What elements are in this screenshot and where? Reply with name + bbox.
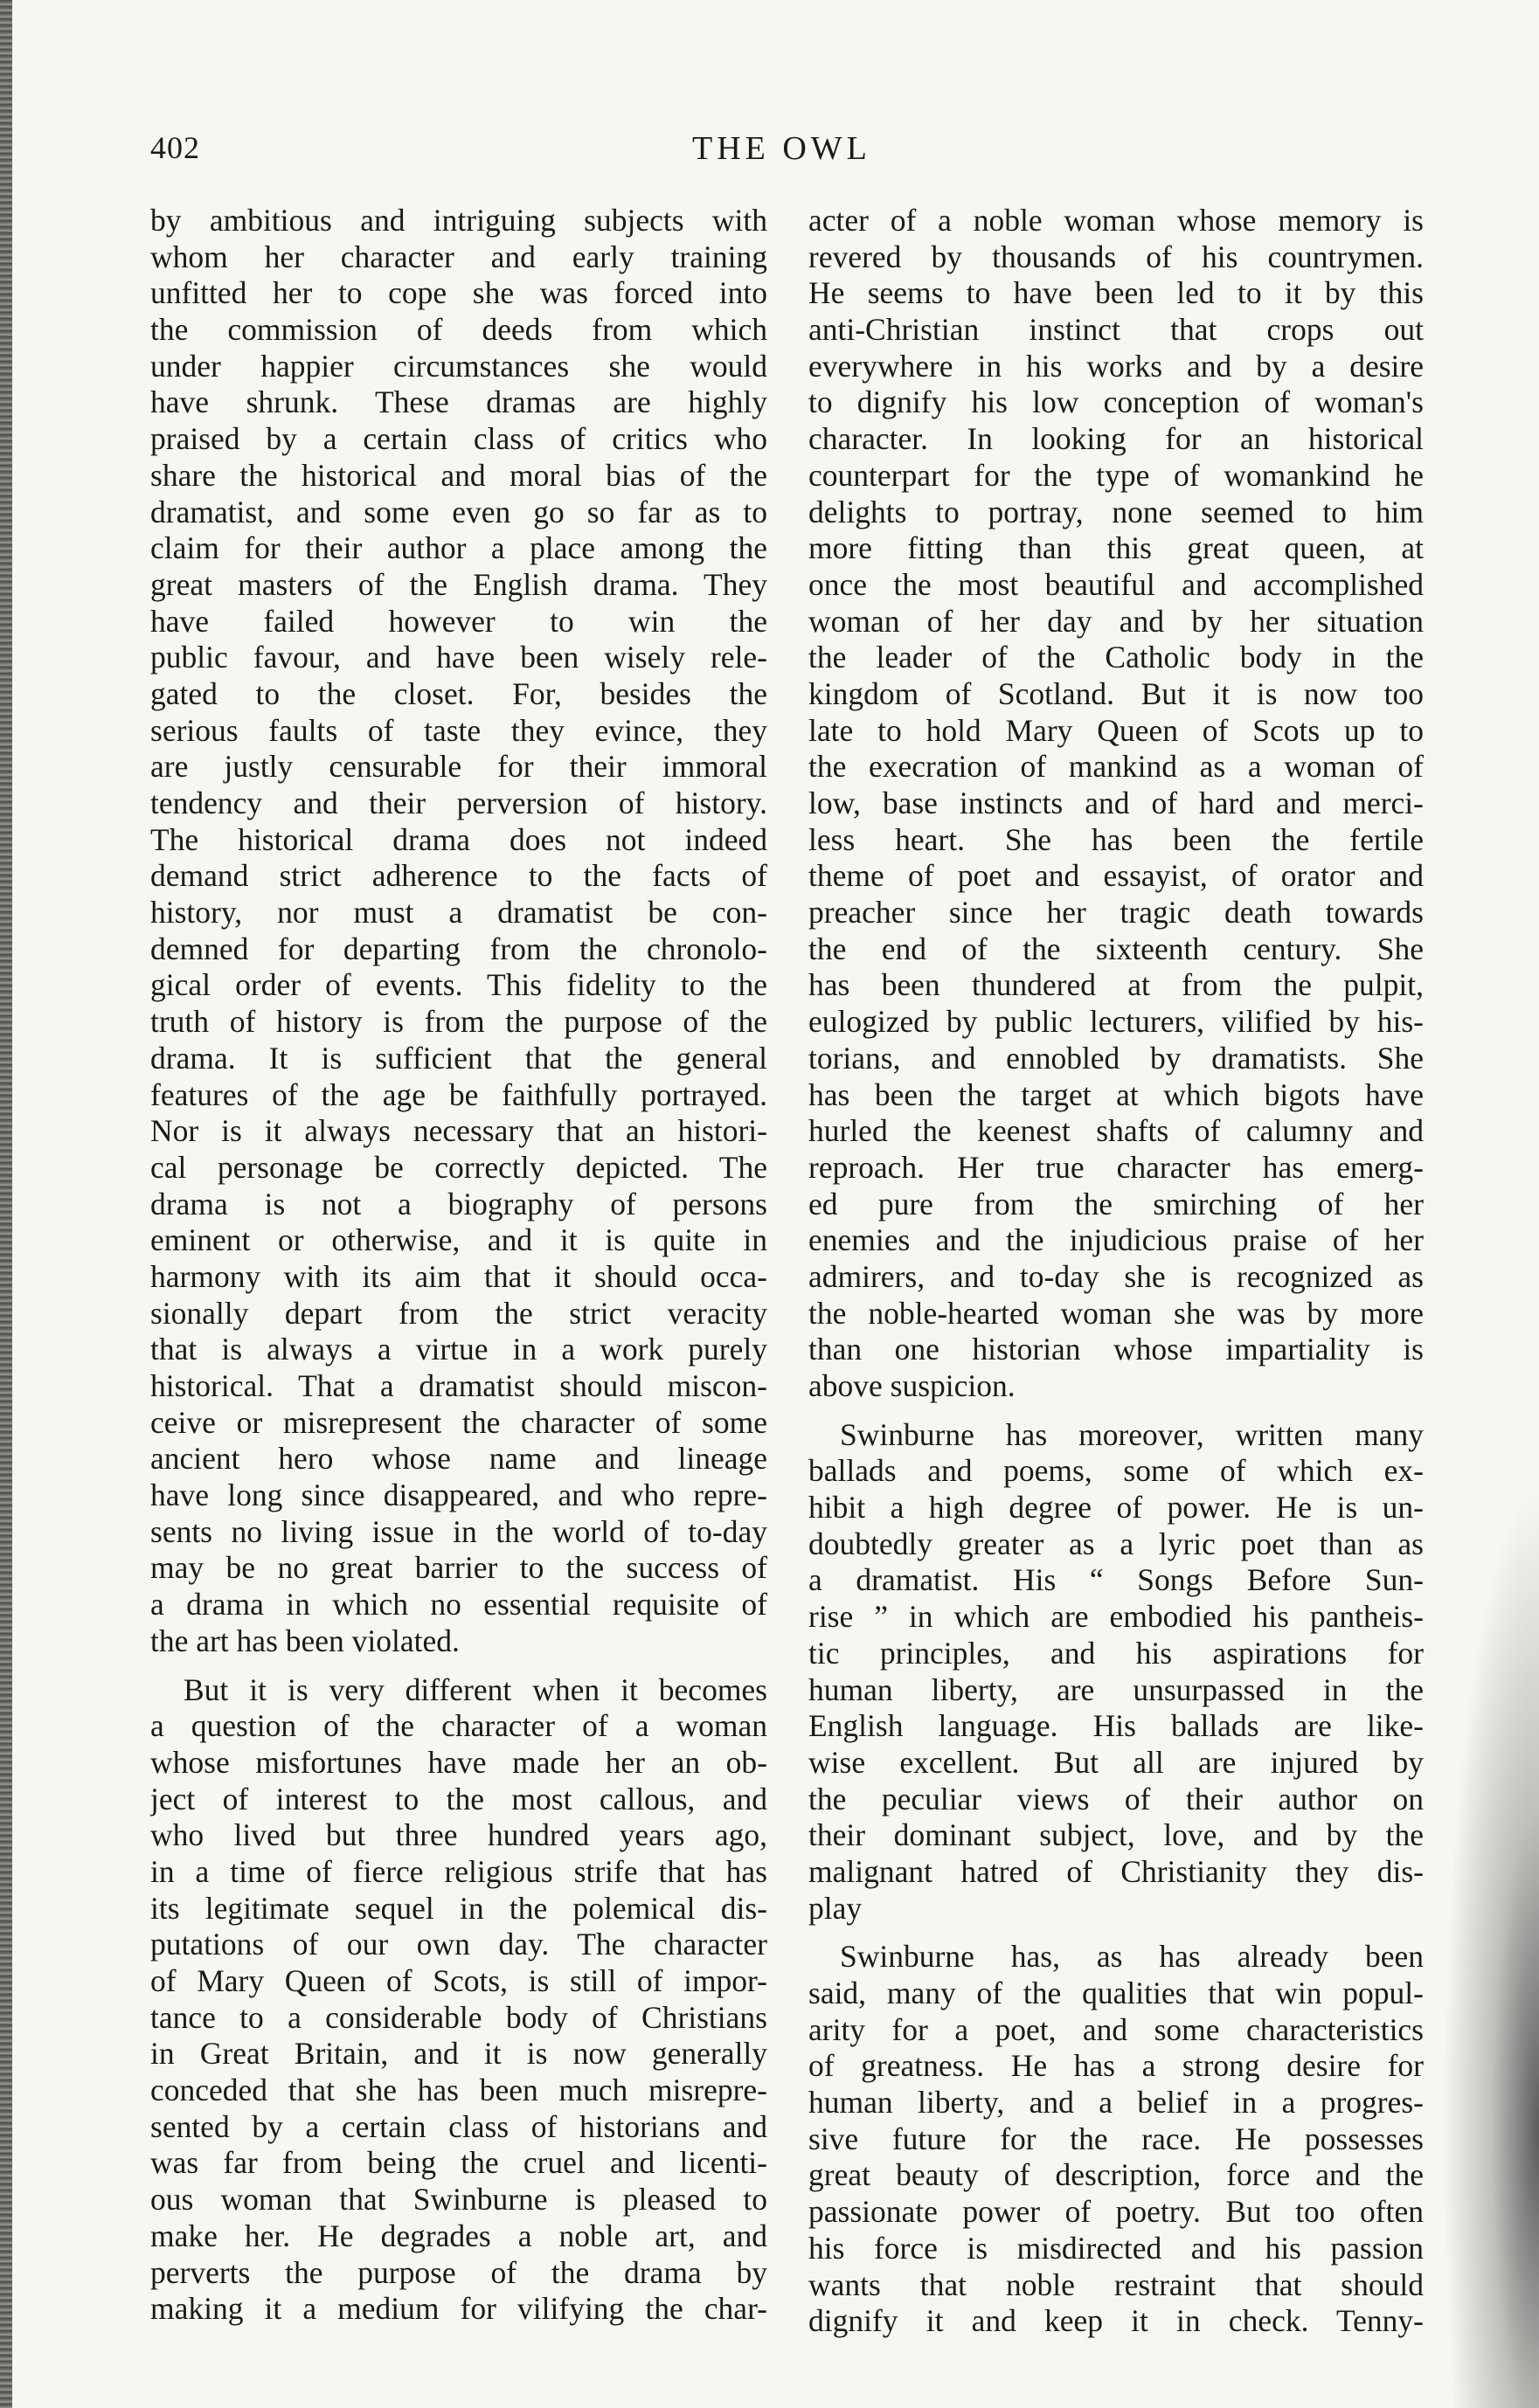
text-line: truth of history is from the purpose of the [150, 1004, 767, 1040]
text-line: demand strict adherence to the facts of [150, 858, 767, 894]
text-line: serious faults of taste they evince, they [150, 712, 767, 748]
text-line: to dignify his low conception of woman's [808, 384, 1424, 420]
right-column [808, 203, 1424, 2340]
text-line: whom her character and early training [150, 239, 767, 274]
text-line: He seems to have been led to it by this [808, 275, 1424, 311]
text-line: are justly censurable for their immoral [150, 749, 767, 785]
text-line: woman of her day and by her situation [808, 603, 1424, 639]
text-line: kingdom of Scotland. But it is now too [808, 675, 1424, 711]
text-line: putations of our own day. The character [150, 1927, 767, 1962]
text-line: malignant hatred of Christianity they dis- [808, 1853, 1424, 1889]
text-line: under happier circumstances she would [150, 348, 767, 384]
text-line: wise excellent. But all are injured by [808, 1744, 1424, 1780]
text-line: dramatist, and some even go so far as to [150, 494, 767, 529]
text-line: in Great Britain, and it is now generally [150, 2036, 767, 2072]
text-line: has been the target at which bigots have [808, 1076, 1424, 1112]
text-line: gated to the closet. For, besides the [150, 675, 767, 711]
text-line: the art has been violated. [150, 1623, 460, 1658]
text-line: share the historical and moral bias of the [150, 457, 767, 493]
text-line: gical order of events. This fidelity to the [150, 967, 767, 1003]
text-line: sents no living issue in the world of to-day [150, 1513, 767, 1549]
text-line: who lived but three hundred years ago, [150, 1817, 767, 1853]
text-line: tance to a considerable body of Christians [150, 1999, 767, 2035]
running-head [150, 129, 1426, 173]
text-line: a question of the character of a woman [150, 1708, 767, 1744]
text-line: hibit a high degree of power. He is un- [808, 1490, 1424, 1526]
text-line: dignify it and keep it in check. Tenny- [808, 2303, 1424, 2339]
text-line: a dramatist. His “ Songs Before Sun- [808, 1562, 1424, 1598]
text-line: passionate power of poetry. But too often [808, 2194, 1424, 2230]
page-number: 402 [150, 130, 200, 165]
text-line: may be no great barrier to the success of [150, 1550, 767, 1586]
text-line: have shrunk. These dramas are highly [150, 384, 767, 420]
text-line: by ambitious and intriguing subjects with [150, 203, 767, 238]
text-line: human liberty, and a belief in a progres- [808, 2085, 1424, 2121]
text-line: was far from being the cruel and licenti- [150, 2145, 767, 2181]
text-line: sive future for the race. He possesses [808, 2121, 1424, 2156]
text-line: enemies and the injudicious praise of her [808, 1222, 1424, 1258]
text-line: eminent or otherwise, and it is quite in [150, 1222, 767, 1258]
text-line: more fitting than this great queen, at [808, 530, 1424, 566]
text-line: Swinburne has moreover, written many [840, 1416, 1424, 1452]
text-line: sented by a certain class of historians and [150, 2108, 767, 2144]
text-line: Swinburne has, as has already been [840, 1939, 1424, 1975]
text-line: ancient hero whose name and lineage [150, 1441, 767, 1477]
text-line: ed pure from the smirching of her [808, 1186, 1424, 1221]
text-line: the end of the sixteenth century. She [808, 931, 1424, 966]
text-line: his force is misdirected and his passion [808, 2230, 1424, 2266]
text-line: whose misfortunes have made her an ob- [150, 1744, 767, 1780]
text-line: arity for a poet, and some characteristics [808, 2011, 1424, 2047]
text-line: ballads and poems, some of which ex- [808, 1453, 1424, 1489]
text-line: admirers, and to-day she is recognized as [808, 1258, 1424, 1294]
text-line: reproach. Her true character has emerg- [808, 1149, 1424, 1185]
text-line: has been thundered at from the pulpit, [808, 967, 1424, 1003]
text-line: counterpart for the type of womankind he [808, 457, 1424, 493]
text-line: demned for departing from the chronolo- [150, 931, 767, 966]
text-line: the leader of the Catholic body in the [808, 640, 1424, 675]
scan-edge-left [0, 0, 12, 2408]
text-line: delights to portray, none seemed to him [808, 494, 1424, 529]
text-line: acter of a noble woman whose memory is [808, 203, 1424, 238]
text-line: torians, and ennobled by dramatists. She [808, 1040, 1424, 1076]
text-line: great beauty of description, force and the [808, 2157, 1424, 2193]
text-line: hurled the keenest shafts of calumny and [808, 1113, 1424, 1149]
text-line: play [808, 1890, 863, 1926]
text-line: that is always a virtue in a work purely [150, 1332, 767, 1367]
text-line: ous woman that Swinburne is pleased to [150, 2182, 767, 2218]
text-line: praised by a certain class of critics who [150, 421, 767, 457]
text-line: The historical drama does not indeed [150, 821, 767, 857]
text-line: rise ” in which are embodied his pantheis- [808, 1599, 1424, 1635]
text-line: sionally depart from the strict veracity [150, 1295, 767, 1331]
text-line: its legitimate sequel in the polemical dis- [150, 1890, 767, 1926]
text-line: ject of interest to the most callous, and [150, 1781, 767, 1816]
text-line: drama. It is sufficient that the general [150, 1040, 767, 1076]
text-line: ceive or misrepresent the character of some [150, 1404, 767, 1440]
text-line: historical. That a dramatist should miscon- [150, 1368, 767, 1403]
text-line: have failed however to win the [150, 603, 767, 639]
text-line: tendency and their perversion of history. [150, 785, 767, 820]
text-line: character. In looking for an historical [808, 421, 1424, 457]
text-line: the noble-hearted woman she was by more [808, 1295, 1424, 1331]
text-line: history, nor must a dramatist be con- [150, 895, 767, 931]
text-line: claim for their author a place among the [150, 530, 767, 566]
text-line: great masters of the English drama. They [150, 566, 767, 602]
text-line: drama is not a biography of persons [150, 1186, 767, 1221]
text-line: doubtedly greater as a lyric poet than as [808, 1526, 1424, 1561]
text-line: once the most beautiful and accomplished [808, 566, 1424, 602]
text-line: of greatness. He has a strong desire for [808, 2048, 1424, 2084]
text-line: in a time of fierce religious strife that has [150, 1853, 767, 1889]
scan-edge-right [1443, 1485, 1539, 2408]
paragraph-gap [808, 1405, 1424, 1417]
paragraph-gap [808, 1927, 1424, 1939]
text-line: theme of poet and essayist, of orator and [808, 858, 1424, 894]
text-line: above suspicion. [808, 1368, 1016, 1403]
text-line: eulogized by public lecturers, vilified by his- [808, 1004, 1424, 1040]
text-line: tic principles, and his aspirations for [808, 1635, 1424, 1671]
text-line: Nor is it always necessary that an histori- [150, 1113, 767, 1149]
text-line: make her. He degrades a noble art, and [150, 2218, 767, 2253]
text-line: their dominant subject, love, and by the [808, 1817, 1424, 1853]
text-line: But it is very different when it becomes [184, 1671, 767, 1707]
text-line: than one historian whose impartiality is [808, 1332, 1424, 1367]
text-line: have long since disappeared, and who repre- [150, 1477, 767, 1513]
text-line: cal personage be correctly depicted. The [150, 1149, 767, 1185]
text-line: revered by thousands of his countrymen. [808, 239, 1424, 274]
text-line: wants that noble restraint that should [808, 2266, 1424, 2302]
text-line: of Mary Queen of Scots, is still of impor- [150, 1963, 767, 1998]
text-line: said, many of the qualities that win popul- [808, 1976, 1424, 2010]
text-line: the execration of mankind as a woman of [808, 749, 1424, 785]
text-line: features of the age be faithfully portrayed. [150, 1076, 767, 1112]
text-line: making it a medium for vilifying the char- [150, 2291, 767, 2327]
text-line: late to hold Mary Queen of Scots up to [808, 712, 1424, 748]
text-line: preacher since her tragic death towards [808, 895, 1424, 931]
text-line: low, base instincts and of hard and merci- [808, 785, 1424, 820]
text-line: conceded that she has been much misrepre- [150, 2072, 767, 2108]
text-line: human liberty, are unsurpassed in the [808, 1671, 1424, 1707]
text-line: public favour, and have been wisely rele- [150, 640, 767, 675]
text-line: harmony with its aim that it should occa- [150, 1258, 767, 1294]
left-column [150, 203, 767, 2328]
text-line: a drama in which no essential requisite of [150, 1587, 767, 1623]
text-line: the commission of deeds from which [150, 312, 767, 348]
text-line: the peculiar views of their author on [808, 1781, 1424, 1816]
text-line: perverts the purpose of the drama by [150, 2254, 767, 2290]
text-line: everywhere in his works and by a desire [808, 348, 1424, 384]
text-line: unfitted her to cope she was forced into [150, 275, 767, 311]
journal-title: THE OWL [692, 130, 871, 167]
text-line: English language. His ballads are like- [808, 1708, 1424, 1744]
text-line: anti-Christian instinct that crops out [808, 312, 1424, 348]
paragraph-gap [150, 1660, 767, 1672]
text-line: less heart. She has been the fertile [808, 821, 1424, 857]
